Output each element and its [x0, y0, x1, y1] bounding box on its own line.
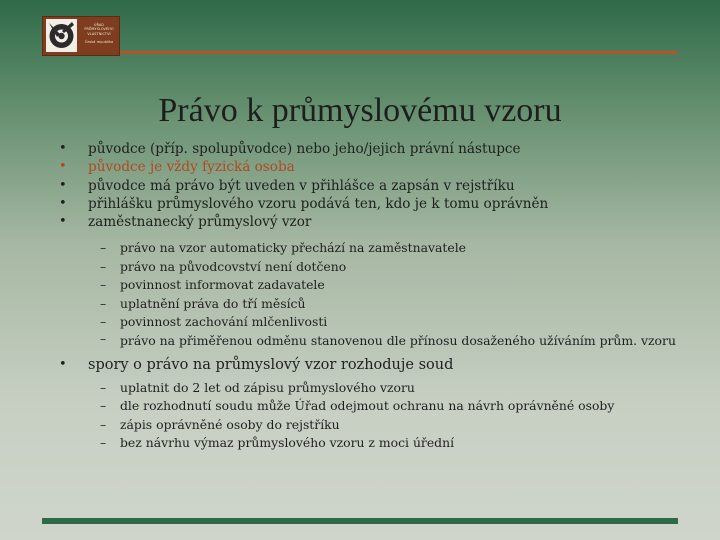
bullet-list-disputes — [58, 356, 678, 374]
dash-icon: – — [100, 277, 107, 293]
bullet-icon: • — [59, 214, 67, 230]
dash-icon: – — [100, 330, 107, 346]
logo-line-1: ÚŘAD — [93, 23, 105, 27]
office-logo — [42, 16, 120, 56]
sub-item-text: povinnost zachování mlčenlivosti — [120, 314, 328, 330]
logo-line-2: PRŮMYSLOVÉHO — [84, 27, 114, 32]
sub-item — [100, 416, 678, 435]
bullet-item — [58, 195, 678, 213]
bullet-item-highlighted — [58, 158, 678, 176]
logo-line-4: Česká republika — [84, 40, 114, 45]
sub-item-text: povinnost informovat zadavatele — [120, 277, 325, 293]
sub-item — [100, 332, 678, 349]
sub-item — [100, 239, 678, 258]
bullet-text: původce (příp. spolupůvodce) nebo jeho/jejich právní nástupce — [88, 141, 521, 157]
sub-item-text: uplatnění práva do tří měsíců — [120, 295, 306, 311]
sub-item-text: právo na vzor automaticky přechází na zaměstnavatele — [120, 240, 466, 256]
sub-item — [100, 295, 678, 314]
bullet-icon: • — [59, 177, 67, 193]
bullet-text: spory o právo na průmyslový vzor rozhoduje soud — [88, 357, 454, 374]
bullet-icon: • — [59, 195, 67, 211]
dash-icon: – — [100, 258, 107, 274]
sub-item-text: uplatnit do 2 let od zápisu průmyslového vzoru — [120, 379, 415, 395]
bullet-item — [58, 213, 678, 231]
logo-line-3: VLASTNICTVÍ — [87, 31, 111, 36]
bullet-list-main — [58, 140, 678, 231]
sub-item — [100, 313, 678, 332]
dash-icon: – — [100, 416, 107, 432]
sub-item — [100, 379, 678, 398]
bullet-item — [58, 356, 678, 374]
logo-emblem-icon — [46, 19, 77, 52]
bullet-text: původce má právo být uveden v přihlášce a zapsán v rejstříku — [88, 177, 515, 194]
dash-icon: – — [100, 240, 107, 256]
bullet-item — [58, 177, 678, 195]
sub-item-text: zápis oprávněné osoby do rejstříku — [120, 416, 340, 432]
bullet-text: zaměstnanecký průmyslový vzor — [88, 214, 312, 231]
sub-item — [100, 258, 678, 277]
sub-list-disputes — [100, 379, 678, 453]
sub-item — [100, 434, 678, 453]
sub-item-text: bez návrhu výmaz průmyslového vzoru z moci úřední — [120, 435, 455, 451]
sub-list-employee-design — [100, 239, 678, 348]
top-divider — [120, 51, 678, 54]
logo-text — [80, 23, 118, 45]
bullet-text: původce je vždy fyzická osoba — [88, 159, 295, 176]
sub-item — [100, 397, 678, 416]
bullet-icon: • — [59, 159, 67, 175]
dash-icon: – — [100, 379, 107, 395]
bottom-divider — [42, 518, 678, 524]
sub-item-text: právo na původcovství není dotčeno — [120, 258, 347, 274]
dash-icon: – — [100, 295, 107, 311]
slide-title: Právo k průmyslovému vzoru — [158, 92, 562, 129]
bullet-item — [58, 140, 678, 158]
dash-icon: – — [100, 435, 107, 451]
dash-icon: – — [100, 314, 107, 330]
bullet-icon: • — [59, 141, 67, 156]
bullet-text: přihlášku průmyslového vzoru podává ten, kdo je k tomu oprávněn — [88, 195, 549, 212]
dash-icon: – — [100, 398, 107, 414]
sub-item-text: dle rozhodnutí soudu může Úřad odejmout ochranu na návrh oprávněné osoby — [120, 398, 615, 414]
slide-content — [58, 140, 678, 453]
sub-item-text: právo na přiměřenou odměnu stanovenou dle přínosu dosaženého užíváním prům. vzoru — [120, 332, 676, 348]
sub-item — [100, 276, 678, 295]
bullet-icon: • — [59, 357, 67, 373]
